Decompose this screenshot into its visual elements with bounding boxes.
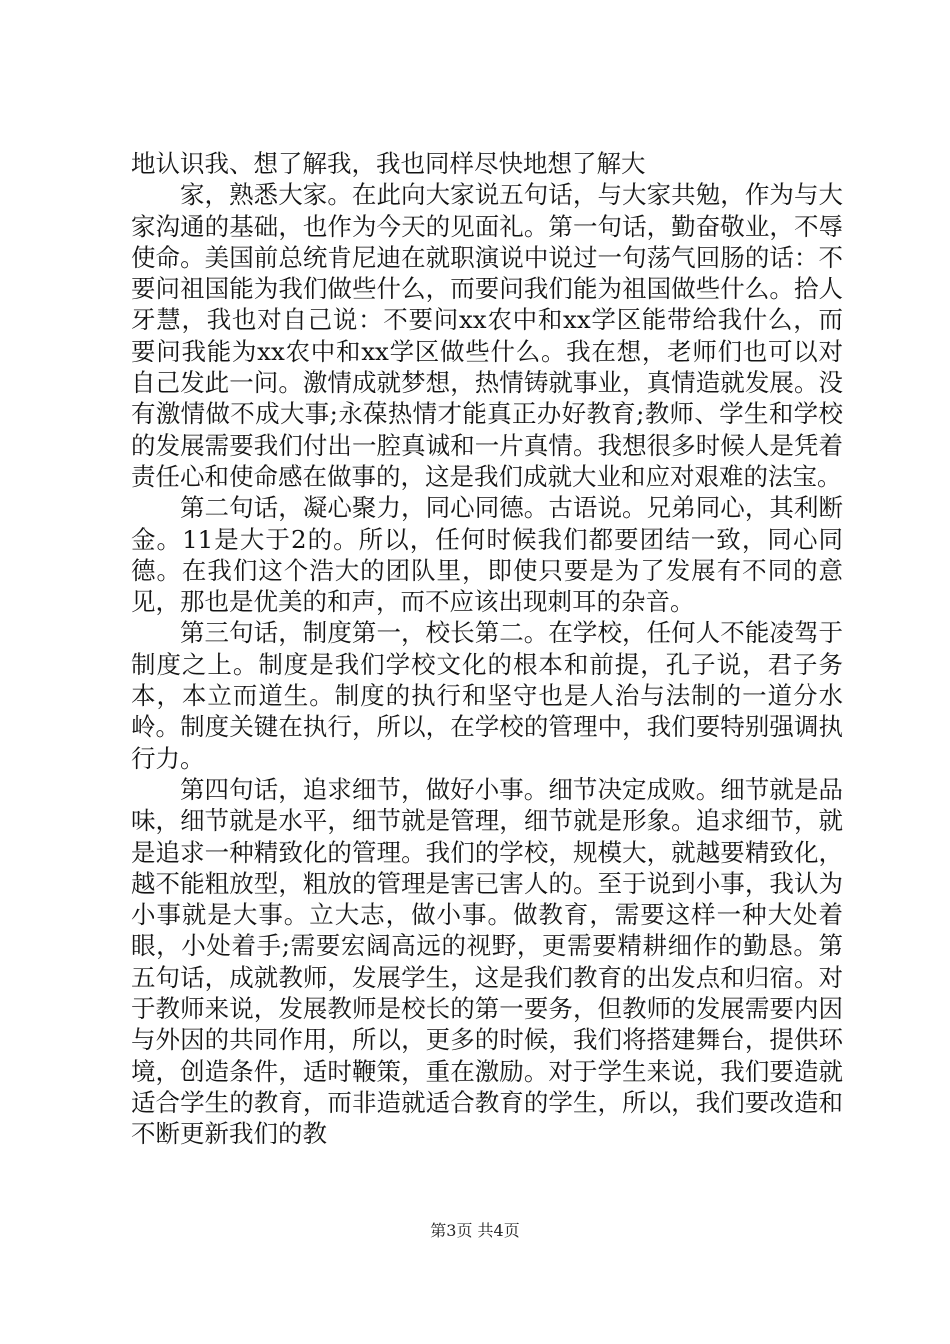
paragraph-2: 家，熟悉大家。在此向大家说五句话，与大家共勉，作为与大家沟通的基础，也作为今天的见面礼。第一句话，勤奋敬业，不辱使命。美国前总统肯尼迪在就职演说中说过一句荡气回肠的话：不要问祖国能为我们做些什么，而要问我们能为祖国做些什么。拾人牙慧，我也对自己说：不要问xx农中和xx学区能带给我什么，而要问我能为xx农中和xx学区做些什么。我在想，老师们也可以对自己发此一问。激情成就梦想，热情铸就事业，真情造就发展。没有激情做不成大事;永葆热情才能真正办好教育;教师、学生和学校的发展需要我们付出一腔真诚和一片真情。我想很多时候人是凭着责任心和使命感在做事的，这是我们成就大业和应对艰难的法宝。 — [131, 180, 843, 491]
paragraph-1: 地认识我、想了解我，我也同样尽快地想了解大 — [131, 149, 646, 178]
paragraph-4: 第三句话，制度第一，校长第二。在学校，任何人不能凌驾于制度之上。制度是我们学校文化的根本和前提，孔子说，君子务本，本立而道生。制度的执行和坚守也是人治与法制的一道分水岭。制度关键在执行，所以，在学校的管理中，我们要特别强调执行力。 — [131, 618, 843, 773]
document-body — [131, 148, 843, 1150]
page-number-footer: 第3页 共4页 — [430, 1221, 520, 1240]
paragraph-5: 第四句话，追求细节，做好小事。细节决定成败。细节就是品味，细节就是水平，细节就是管理，细节就是形象。追求细节，就是追求一种精致化的管理。我们的学校，规模大，就越要精致化，越不能粗放型，粗放的管理是害已害人的。至于说到小事，我认为小事就是大事。立大志，做小事。做教育，需要这样一种大处着眼，小处着手;需要宏阔高远的视野，更需要精耕细作的勤恳。第五句话，成就教师，发展学生，这是我们教育的出发点和归宿。对于教师来说，发展教师是校长的第一要务，但教师的发展需要内因与外因的共同作用，所以，更多的时候，我们将搭建舞台，提供环境，创造条件，适时鞭策，重在激励。对于学生来说，我们要造就适合学生的教育，而非造就适合教育的学生，所以，我们要改造和不断更新我们的教 — [131, 774, 843, 1149]
paragraph-3: 第二句话，凝心聚力，同心同德。古语说。兄弟同心，其利断金。11是大于2的。所以，任何时候我们都要团结一致，同心同德。在我们这个浩大的团队里，即使只要是为了发展有不同的意见，那也是优美的和声，而不应该出现刺耳的杂音。 — [131, 493, 843, 617]
